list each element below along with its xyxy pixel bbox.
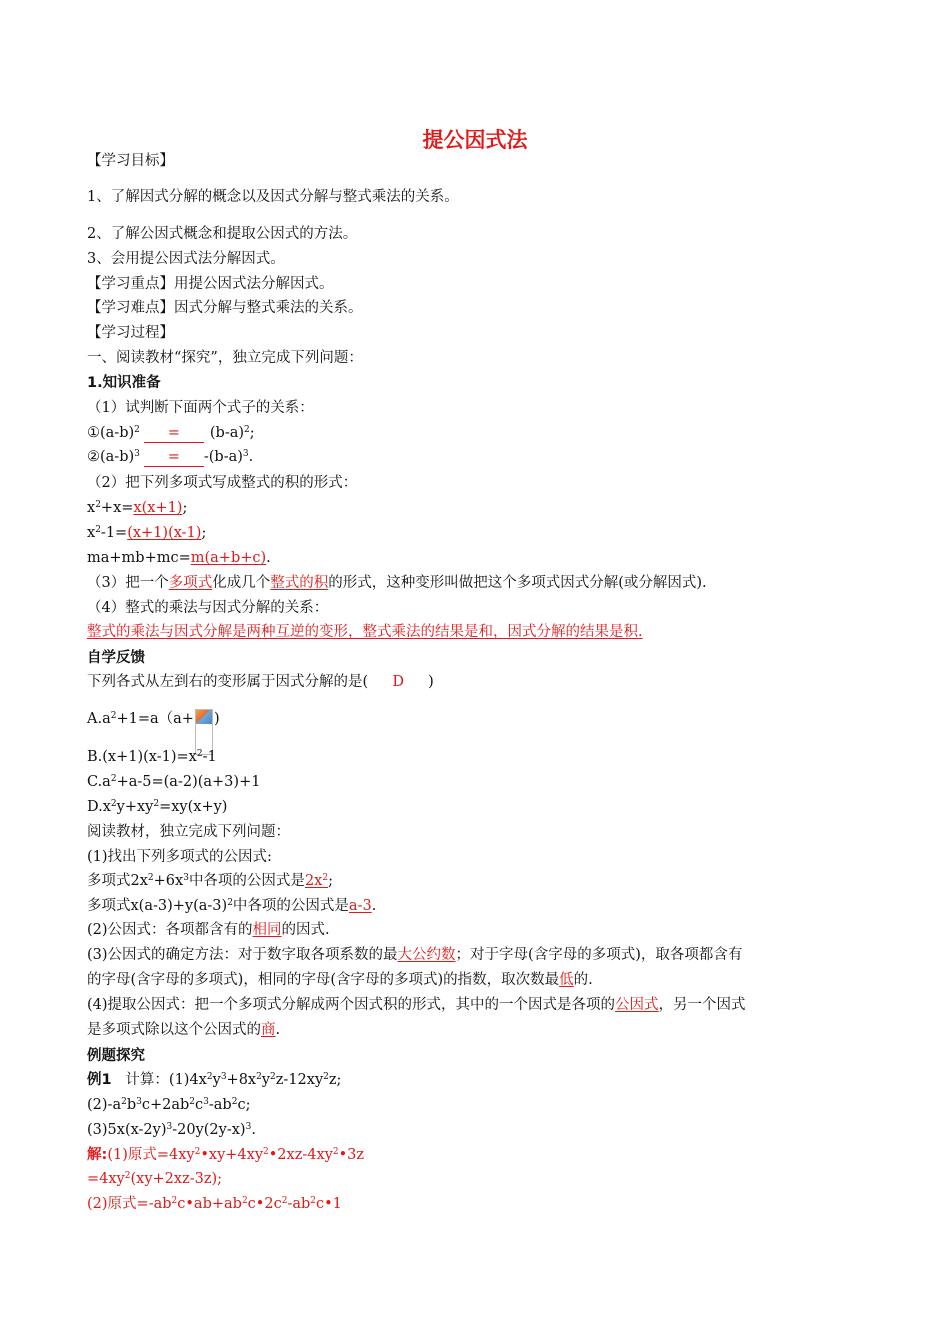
solution-line1: [87, 1145, 364, 1165]
superscript: 2: [322, 873, 329, 883]
text: (1)原式=4xy: [107, 1147, 195, 1163]
option-c: [87, 772, 260, 792]
expr: ma+mb+mc=: [87, 550, 191, 566]
example-heading: 例题探究: [87, 1048, 145, 1064]
superscript: 2: [263, 1147, 269, 1157]
text: (2)原式=-ab: [87, 1196, 172, 1212]
expr-left: ②(a-b): [87, 449, 135, 465]
text: c•2c: [247, 1196, 282, 1212]
text: =xy(x+y): [159, 799, 228, 815]
question-4: （4）整式的乘法与因式分解的关系：: [87, 600, 329, 616]
focus-line: [87, 274, 334, 294]
text: C.a: [87, 774, 111, 790]
answer: [305, 873, 328, 889]
text: -1: [202, 749, 217, 765]
superscript: 2: [256, 1072, 262, 1082]
superscript: 2: [134, 425, 140, 435]
answer: 低: [559, 972, 574, 988]
superscript: 2: [227, 898, 233, 908]
text: 中各项的公因式是: [188, 873, 305, 889]
common-factor-q1b: 多项式$x(a-3)+y(a-3)^2$中各项的公因式是a-3.: [87, 898, 377, 914]
example-label: 例1: [87, 1072, 112, 1088]
expr-right: (b-a): [209, 425, 245, 441]
superscript: 2: [270, 1072, 276, 1082]
text: y+xy: [116, 799, 154, 815]
superscript: 2: [124, 1171, 131, 1181]
superscript: 2: [241, 1196, 248, 1206]
superscript: 3: [134, 449, 140, 459]
text: ；对于字母(含字母的多项式)，取各项都含有: [455, 947, 743, 963]
answer: 大公约数: [397, 947, 456, 963]
common-factor-q1a: 多项式$2x^2+6x^3$中各项的公因式是$2x^2$;: [87, 873, 333, 889]
text: y: [261, 1072, 271, 1088]
text: D.x: [87, 799, 111, 815]
option-b: [87, 747, 217, 767]
relation-2: $②(a-b)^3 = -(b-a)^3$.: [87, 449, 254, 465]
relation-1: $①(a-b)^2 = (b-a)^2$;: [87, 425, 255, 441]
common-factor-q4-line2: 是多项式除以这个公因式的商.: [87, 1022, 281, 1038]
text: 是多项式除以这个公因式的: [87, 1022, 261, 1038]
read-instruction-2: 阅读教材，独立完成下列问题：: [87, 824, 290, 840]
answer: 公因式: [615, 997, 659, 1013]
text: (3)5x(x-2y): [87, 1122, 167, 1138]
answer: 相同: [252, 922, 282, 938]
text: -ab: [287, 1196, 311, 1212]
example-1-line3: $(3)5x(x-2y)^3-20y(2y-x)^3$.: [87, 1122, 256, 1138]
superscript: 2: [110, 711, 117, 721]
text: +1=a（a+: [116, 711, 194, 727]
focus-text: 用提公因式法分解因式。: [174, 276, 334, 292]
superscript: 3: [136, 1097, 142, 1107]
superscript: 2: [323, 1072, 329, 1082]
text: c•1: [316, 1196, 342, 1212]
text: c+2ab: [141, 1097, 190, 1113]
text: c: [195, 1097, 204, 1113]
text: A.a: [87, 711, 111, 727]
superscript: 3: [220, 1072, 227, 1082]
text: 化成几个: [212, 575, 271, 591]
product-form-3: ma+mb+mc=m(a+b+c).: [87, 550, 271, 566]
superscript: 2: [332, 1147, 339, 1157]
text: y: [212, 1072, 221, 1088]
text: 的因式.: [281, 922, 330, 938]
common-factor-q1: (1)找出下列多项式的公因式:: [87, 849, 272, 865]
text: b: [126, 1097, 137, 1113]
section-learning-goals: 【学习目标】: [87, 153, 174, 169]
expr: -1=: [100, 525, 128, 541]
superscript: 3: [242, 449, 249, 459]
superscript: 2: [147, 873, 154, 883]
superscript: 2: [244, 425, 250, 435]
common-factor-q3-line1: [87, 945, 742, 965]
answer: m(a+b+c): [190, 550, 267, 566]
text: (3)公因式的确定方法：对于数字取各项系数的最: [87, 947, 398, 963]
text: 的形式，这种变形叫做把这个多项式因式分解(或分解因式).: [328, 575, 707, 591]
answer: (x+1)(x-1): [127, 525, 202, 541]
superscript: 2: [310, 1196, 316, 1206]
superscript: 3: [245, 1122, 252, 1132]
text: （3）把一个: [87, 575, 169, 591]
self-feedback-heading: 自学反馈: [87, 650, 145, 666]
text: 多项式x(a-3)+y(a-3): [87, 898, 228, 914]
difficulty-heading: 【学习难点】: [87, 300, 174, 316]
example-1-line1: [87, 1070, 341, 1090]
superscript: 2: [171, 1196, 178, 1206]
text: -20y(2y-x): [172, 1122, 246, 1138]
superscript: 2: [110, 774, 117, 784]
superscript: 3: [183, 873, 189, 883]
text: 下列各式从左到右的变形属于因式分解的是(: [87, 674, 369, 690]
solution-line2: [87, 1169, 222, 1189]
text: 的.: [573, 972, 593, 988]
text: (4)提取公因式：把一个多项式分解成两个因式积的形式，其中的一个因式是各项的: [87, 997, 616, 1013]
goal-3: 3、会用提公因式法分解因式。: [87, 251, 285, 267]
expr: x: [87, 500, 96, 516]
superscript: 2: [194, 1147, 201, 1157]
goal-2: 2、了解公因式概念和提取公因式的方法。: [87, 226, 358, 242]
superscript: 3: [203, 1097, 209, 1107]
goal-1: 1、了解因式分解的概念以及因式分解与整式乘法的关系。: [87, 189, 459, 205]
superscript: 2: [153, 799, 160, 809]
text: +a-5=(a-2)(a+3)+1: [116, 774, 261, 790]
superscript: 2: [95, 525, 101, 535]
expr-right: -(b-a): [203, 449, 243, 465]
section-process: 【学习过程】: [87, 325, 174, 341]
solution-label: 解:: [87, 1147, 108, 1163]
common-factor-q3-line2: [87, 970, 593, 990]
text: =4xy: [87, 1171, 125, 1187]
text: •3z: [338, 1147, 364, 1163]
superscript: 2: [196, 749, 203, 759]
superscript: 2: [95, 500, 101, 510]
feedback-question: 下列各式从左到右的变形属于因式分解的是( D ): [87, 674, 434, 690]
superscript: 3: [166, 1122, 173, 1132]
answer-text: 2x: [304, 873, 323, 889]
common-factor-q4-line1: [87, 995, 746, 1015]
text: 计算：(1)4x: [125, 1072, 207, 1088]
answer: 商: [261, 1022, 276, 1038]
answer-blank: =: [144, 425, 204, 443]
text: (xy+2xz-3z);: [130, 1171, 223, 1187]
text: B.(x+1)(x-1)=x: [87, 749, 197, 765]
text: •xy+4xy: [200, 1147, 264, 1163]
superscript: 2: [110, 799, 117, 809]
expr-left: ①(a-b): [87, 425, 135, 441]
answer: 整式的积: [270, 575, 329, 591]
superscript: 2: [189, 1097, 196, 1107]
difficulty-line: [87, 298, 363, 318]
question-4-answer: 整式的乘法与因式分解是两种互逆的变形，整式乘法的结果是和，因式分解的结果是积.: [87, 624, 643, 640]
superscript: 2: [206, 1072, 213, 1082]
question-1: （1）试判断下面两个式子的关系：: [87, 400, 314, 416]
product-form-2: $x^2-1=(x+1)(x-1)$;: [87, 525, 207, 541]
question-2: （2）把下列多项式写成整式的积的形式：: [87, 475, 358, 491]
text: +8x: [226, 1072, 257, 1088]
question-3: [87, 573, 707, 593]
focus-heading: 【学习重点】: [87, 276, 174, 292]
answer: D: [392, 674, 404, 690]
read-instruction-1: 一、阅读教材“探究”，独立完成下列问题：: [87, 350, 363, 366]
expr: x: [87, 525, 96, 541]
text: 的字母(含字母的多项式)，相同的字母(含字母的多项式)的指数，取次数最: [87, 972, 560, 988]
option-d: [87, 797, 227, 817]
example-1-line2: [87, 1095, 250, 1115]
difficulty-text: 因式分解与整式乘法的关系。: [174, 300, 363, 316]
product-form-1: $x^2+x=x(x+1)$;: [87, 500, 188, 516]
text: (2)公因式：各项都含有的: [87, 922, 253, 938]
answer-blank: =: [144, 449, 204, 467]
text: 多项式2x: [87, 873, 148, 889]
answer: 多项式: [168, 575, 213, 591]
text: z-12xy: [275, 1072, 324, 1088]
knowledge-prep-heading: 1.知识准备: [87, 375, 161, 391]
answer: a-3: [348, 898, 372, 914]
superscript: 2: [121, 1097, 127, 1107]
superscript: 2: [281, 1196, 288, 1206]
text: -ab: [208, 1097, 232, 1113]
common-factor-q2: [87, 920, 330, 940]
solution-line3: [87, 1194, 342, 1214]
page-title: 提公因式法: [422, 128, 528, 152]
text: (2)-a: [87, 1097, 122, 1113]
superscript: 2: [231, 1097, 238, 1107]
answer: x(x+1): [133, 500, 183, 516]
text: +6x: [153, 873, 184, 889]
text: 中各项的公因式是: [232, 898, 349, 914]
expr: +x=: [100, 500, 134, 516]
option-a: $A.a^2+1=a(a+$ ): [87, 709, 220, 755]
text: •2xz-4xy: [268, 1147, 333, 1163]
text: c;: [237, 1097, 251, 1113]
text: z;: [328, 1072, 342, 1088]
text: ，另一个因式: [658, 997, 746, 1013]
text: c•ab+ab: [177, 1196, 242, 1212]
